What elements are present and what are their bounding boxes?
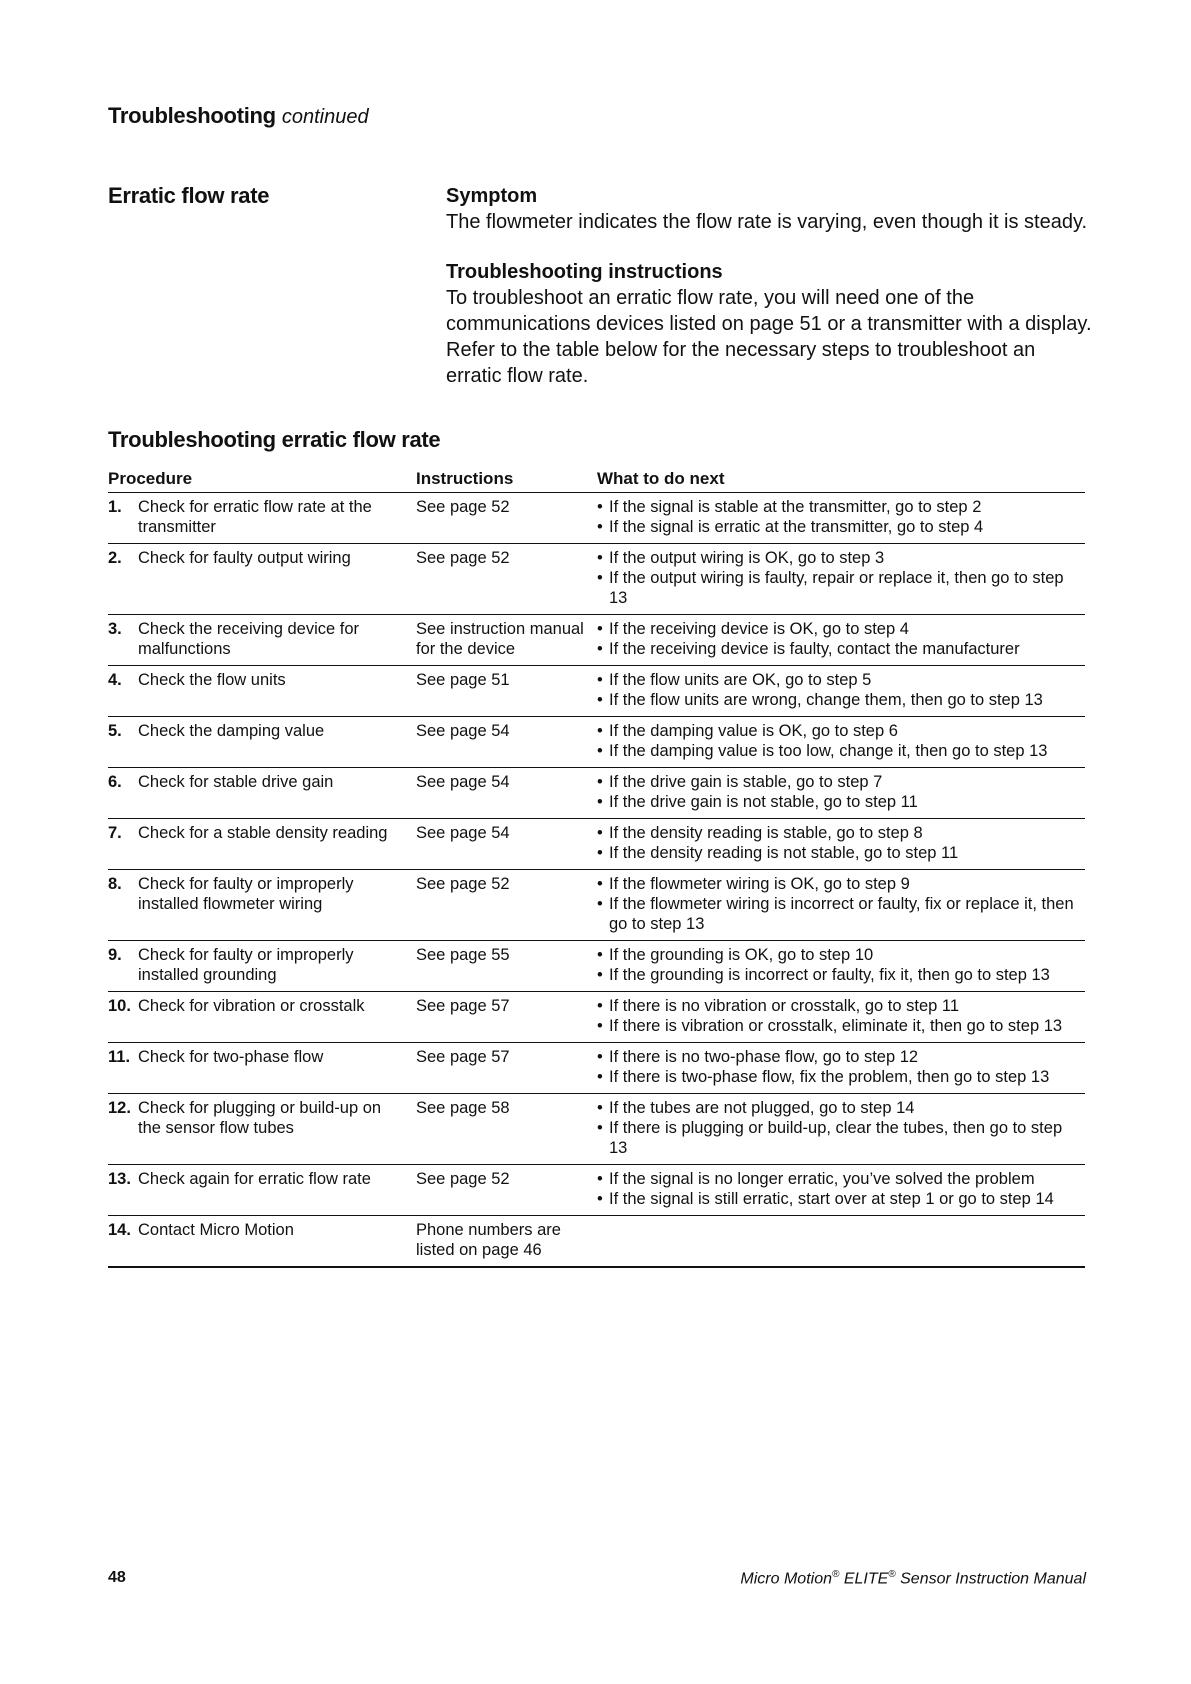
procedure-text: Check for faulty or improperly installed grounding xyxy=(138,946,354,984)
table-row xyxy=(108,493,1085,544)
step-number: 6. xyxy=(108,773,122,791)
next-cell xyxy=(597,819,1085,870)
next-steps-list xyxy=(597,670,1085,710)
footer-brand: Micro Motion xyxy=(740,1570,832,1588)
instructions-text: See page 54 xyxy=(416,722,510,740)
instructions-cell xyxy=(416,1094,597,1165)
instructions-heading: Troubleshooting instructions xyxy=(446,261,723,283)
procedure-content xyxy=(108,619,416,659)
next-cell xyxy=(597,666,1085,717)
table-row xyxy=(108,1165,1085,1216)
procedure-content xyxy=(108,721,416,741)
table-row xyxy=(108,1094,1085,1165)
next-step-item: • If there is no vibration or crosstalk, go to step 11 xyxy=(597,996,1085,1016)
instructions-text: To troubleshoot an erratic flow rate, you will need one of the communications devices listed on page 51 or a transmitter with a display. Refer to the table below for the necessary steps to troubleshoot an erratic flow rate. xyxy=(446,287,1092,387)
table-row xyxy=(108,992,1085,1043)
step-number: 7. xyxy=(108,824,122,842)
next-cell xyxy=(597,768,1085,819)
instructions-text: See page 52 xyxy=(416,549,510,567)
next-step-item: • If the density reading is not stable, go to step 11 xyxy=(597,843,1085,863)
instructions-cell xyxy=(416,992,597,1043)
page-header-continued: continued xyxy=(281,106,369,128)
instructions-text: See page 55 xyxy=(416,946,510,964)
table-row xyxy=(108,870,1085,941)
next-step-item: • If the drive gain is stable, go to step 7 xyxy=(597,772,1085,792)
procedure-cell xyxy=(108,870,416,941)
next-step-item: • If the output wiring is OK, go to step 3 xyxy=(597,548,1085,568)
table-row xyxy=(108,768,1085,819)
procedure-text: Check the receiving device for malfunctions xyxy=(138,620,360,658)
instructions-cell xyxy=(416,941,597,992)
section-title: Erratic flow rate xyxy=(108,183,270,208)
header-next: What to do next xyxy=(597,467,1085,493)
footer-product-mark: ® xyxy=(888,1569,896,1580)
procedure-content xyxy=(108,772,416,792)
procedure-content xyxy=(108,670,416,690)
procedure-cell xyxy=(108,493,416,544)
instructions-cell xyxy=(416,1216,597,1268)
next-step-item: • If the grounding is OK, go to step 10 xyxy=(597,945,1085,965)
header-procedure: Procedure xyxy=(108,467,416,493)
procedure-cell xyxy=(108,1094,416,1165)
procedure-text: Check again for erratic flow rate xyxy=(138,1170,371,1188)
next-cell xyxy=(597,1094,1085,1165)
procedure-text: Contact Micro Motion xyxy=(138,1221,294,1239)
footer-product: ELITE xyxy=(843,1570,889,1588)
procedure-text: Check for stable drive gain xyxy=(138,773,334,791)
table-row xyxy=(108,1043,1085,1094)
table-row xyxy=(108,615,1085,666)
step-number: 8. xyxy=(108,875,122,893)
instructions-cell xyxy=(416,1043,597,1094)
next-step-item: • If the grounding is incorrect or faulty, fix it, then go to step 13 xyxy=(597,965,1085,985)
next-cell xyxy=(597,870,1085,941)
instructions-cell xyxy=(416,819,597,870)
step-number: 5. xyxy=(108,722,122,740)
next-step-item: • If the damping value is OK, go to step 6 xyxy=(597,721,1085,741)
procedure-content xyxy=(108,996,416,1016)
next-step-item: • If there is vibration or crosstalk, eliminate it, then go to step 13 xyxy=(597,1016,1085,1036)
next-steps-list xyxy=(597,1047,1085,1087)
next-step-item: • If there is no two-phase flow, go to step 12 xyxy=(597,1047,1085,1067)
instructions-text: See page 58 xyxy=(416,1099,510,1117)
page-header xyxy=(108,103,369,129)
next-step-item: • If the receiving device is OK, go to step 4 xyxy=(597,619,1085,639)
next-steps-list xyxy=(597,619,1085,659)
next-steps-list xyxy=(597,772,1085,812)
step-number: 12. xyxy=(108,1099,131,1117)
procedure-text: Check the flow units xyxy=(138,671,286,689)
procedure-cell xyxy=(108,1165,416,1216)
table-row xyxy=(108,819,1085,870)
procedure-content xyxy=(108,1098,416,1138)
procedure-cell xyxy=(108,992,416,1043)
procedure-cell xyxy=(108,1043,416,1094)
next-step-item: • If the receiving device is faulty, contact the manufacturer xyxy=(597,639,1085,659)
procedure-cell xyxy=(108,666,416,717)
step-number: 11. xyxy=(108,1048,131,1066)
instructions-text: See page 52 xyxy=(416,498,510,516)
procedure-content xyxy=(108,945,416,985)
next-step-item: • If the signal is no longer erratic, you’ve solved the problem xyxy=(597,1169,1085,1189)
next-step-item: • If the flow units are wrong, change them, then go to step 13 xyxy=(597,690,1085,710)
next-steps-list xyxy=(597,721,1085,761)
page-number: 48 xyxy=(108,1569,126,1586)
table-row xyxy=(108,544,1085,615)
next-step-item: • If the damping value is too low, change it, then go to step 13 xyxy=(597,741,1085,761)
step-number: 2. xyxy=(108,549,122,567)
step-number: 3. xyxy=(108,620,122,638)
table-body xyxy=(108,493,1085,1268)
procedure-text: Check for faulty output wiring xyxy=(138,549,351,567)
footer-brand-mark: ® xyxy=(832,1569,840,1580)
symptom-block xyxy=(446,183,1096,235)
next-steps-list xyxy=(597,823,1085,863)
procedure-content xyxy=(108,548,416,568)
next-cell xyxy=(597,544,1085,615)
instructions-cell xyxy=(416,666,597,717)
instructions-text: See instruction manual for the device xyxy=(416,620,584,658)
instructions-text: See page 51 xyxy=(416,671,510,689)
instructions-cell xyxy=(416,717,597,768)
next-steps-list xyxy=(597,1169,1085,1209)
next-step-item: • If the flow units are OK, go to step 5 xyxy=(597,670,1085,690)
procedure-text: Check for a stable density reading xyxy=(138,824,388,842)
instructions-text: See page 52 xyxy=(416,1170,510,1188)
procedure-content xyxy=(108,1220,416,1240)
step-number: 10. xyxy=(108,997,131,1015)
next-step-item: • If the drive gain is not stable, go to step 11 xyxy=(597,792,1085,812)
next-steps-list xyxy=(597,874,1085,934)
procedure-cell xyxy=(108,768,416,819)
step-number: 13. xyxy=(108,1170,131,1188)
step-number: 14. xyxy=(108,1221,131,1239)
next-steps-list xyxy=(597,996,1085,1036)
instructions-cell xyxy=(416,493,597,544)
instructions-text: See page 57 xyxy=(416,997,510,1015)
procedure-cell xyxy=(108,544,416,615)
next-step-item: • If the output wiring is faulty, repair or replace it, then go to step 13 xyxy=(597,568,1085,608)
troubleshooting-table xyxy=(108,467,1085,1268)
table-row xyxy=(108,1216,1085,1268)
procedure-content xyxy=(108,823,416,843)
procedure-content xyxy=(108,497,416,537)
procedure-cell xyxy=(108,941,416,992)
procedure-text: Check for faulty or improperly installed flowmeter wiring xyxy=(138,875,354,913)
procedure-text: Check for two-phase flow xyxy=(138,1048,324,1066)
next-step-item: • If the density reading is stable, go to step 8 xyxy=(597,823,1085,843)
procedure-content xyxy=(108,874,416,914)
instructions-block xyxy=(446,259,1096,389)
next-step-item: • If the flowmeter wiring is incorrect or faulty, fix or replace it, then go to step 13 xyxy=(597,894,1085,934)
step-number: 1. xyxy=(108,498,122,516)
next-step-item: • If the tubes are not plugged, go to step 14 xyxy=(597,1098,1085,1118)
table-row xyxy=(108,941,1085,992)
next-steps-list xyxy=(597,945,1085,985)
step-number: 9. xyxy=(108,946,122,964)
next-cell xyxy=(597,992,1085,1043)
procedure-text: Check the damping value xyxy=(138,722,325,740)
instructions-cell xyxy=(416,870,597,941)
instructions-cell xyxy=(416,768,597,819)
instructions-cell xyxy=(416,1165,597,1216)
next-steps-list xyxy=(597,548,1085,608)
step-number: 4. xyxy=(108,671,122,689)
instructions-text: See page 52 xyxy=(416,875,510,893)
instructions-text: See page 57 xyxy=(416,1048,510,1066)
procedure-text: Check for plugging or build-up on the sensor flow tubes xyxy=(138,1099,382,1137)
procedure-cell xyxy=(108,717,416,768)
next-cell xyxy=(597,941,1085,992)
table-title: Troubleshooting erratic flow rate xyxy=(108,427,441,452)
procedure-text: Check for erratic flow rate at the transmitter xyxy=(138,498,372,536)
next-cell xyxy=(597,1165,1085,1216)
next-step-item: • If the flowmeter wiring is OK, go to step 9 xyxy=(597,874,1085,894)
procedure-cell xyxy=(108,819,416,870)
next-cell xyxy=(597,1043,1085,1094)
instructions-cell xyxy=(416,544,597,615)
next-steps-list xyxy=(597,497,1085,537)
symptom-heading: Symptom xyxy=(446,185,538,207)
next-step-item: • If the signal is erratic at the transmitter, go to step 4 xyxy=(597,517,1085,537)
procedure-cell xyxy=(108,615,416,666)
footer-manual: Sensor Instruction Manual xyxy=(900,1570,1086,1588)
next-steps-list xyxy=(597,1098,1085,1158)
procedure-content xyxy=(108,1169,416,1189)
next-step-item: • If the signal is stable at the transmitter, go to step 2 xyxy=(597,497,1085,517)
footer-manual-title xyxy=(740,1569,1086,1588)
instructions-text: See page 54 xyxy=(416,773,510,791)
next-step-item: • If the signal is still erratic, start over at step 1 or go to step 14 xyxy=(597,1189,1085,1209)
next-step-item: • If there is plugging or build-up, clear the tubes, then go to step 13 xyxy=(597,1118,1085,1158)
instructions-text: Phone numbers are listed on page 46 xyxy=(416,1221,561,1259)
next-step-item: • If there is two-phase flow, fix the problem, then go to step 13 xyxy=(597,1067,1085,1087)
next-cell xyxy=(597,615,1085,666)
next-cell xyxy=(597,493,1085,544)
procedure-cell xyxy=(108,1216,416,1268)
instructions-cell xyxy=(416,615,597,666)
page-header-title: Troubleshooting xyxy=(108,103,276,128)
symptom-text: The flowmeter indicates the flow rate is varying, even though it is steady. xyxy=(446,211,1088,233)
intro-block xyxy=(446,183,1096,389)
table-row xyxy=(108,666,1085,717)
table-header-row xyxy=(108,467,1085,493)
next-cell xyxy=(597,1216,1085,1268)
instructions-text: See page 54 xyxy=(416,824,510,842)
procedure-content xyxy=(108,1047,416,1067)
table-row xyxy=(108,717,1085,768)
next-cell xyxy=(597,717,1085,768)
procedure-text: Check for vibration or crosstalk xyxy=(138,997,365,1015)
header-instructions: Instructions xyxy=(416,467,597,493)
